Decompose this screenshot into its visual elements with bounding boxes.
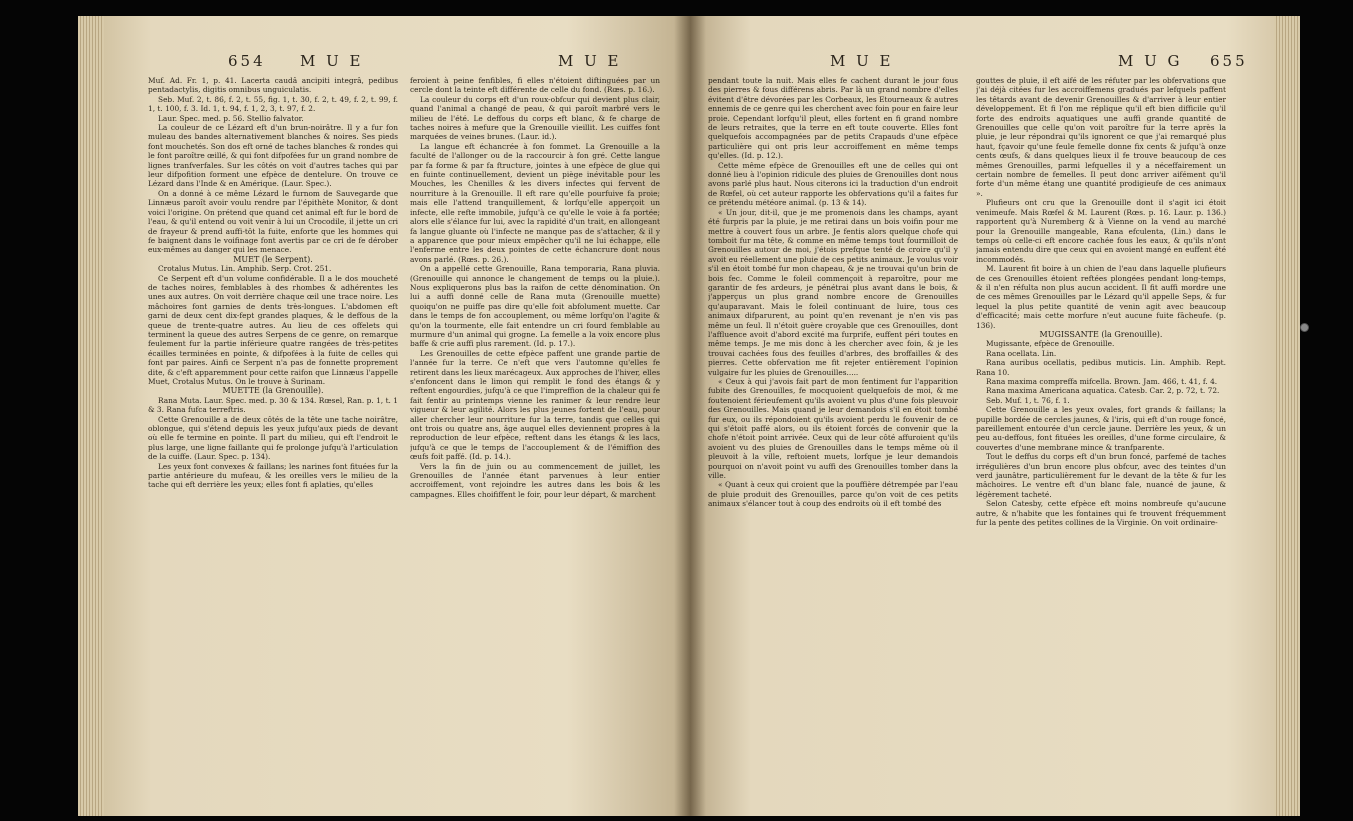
paragraph: La couleur du corps eft d'un roux-obfcur qui devient plus clair, quand l'animal a changé de peau, & qui paroît marbré vers le milieu de l'été. Le deffous du corps eft blanc, & fe charge de taches noires à mefure que la Grenouille vieillit. Les cuiffes font marquées de veines brunes. (Laur. id.). — [410, 94, 660, 142]
right-column-1 — [708, 76, 958, 808]
left-column-2 — [410, 76, 660, 808]
paragraph: pendant toute la nuit. Mais elles fe cachent durant le jour fous des pierres & fous différens abris. Par là un grand nombre d'elles évitent d'être dévorées par les Corbeaux, les Etourneaux & autres ennemis de ce genre qui les cherchent avec foin pour en faire leur proie. Cependant lorfqu'il pleut, elles fortent en fi grand nombre de leurs retraites, que la terre en eft toute couverte. Elles font quelquefois accompagnées par de petits Crapauds d'une efpèce particulière qui ont pris leur accroiffement en même temps qu'elles. (Id. p. 12.). — [708, 76, 958, 161]
paragraph: Cette même efpèce de Grenouilles eft une de celles qui ont donné lieu à l'opinion ridicule des pluies de Grenouilles dont nous avons parlé plus haut. Nous citerons ici la traduction d'un endroit de Rœfel, où cet auteur rapporte les obfervations qu'il a faites fur ce prétendu météore animal. (p. 13 & 14). — [708, 160, 958, 208]
paragraph: Mugissante, efpèce de Grenouille. — [986, 339, 1115, 349]
paragraph: On a appellé cette Grenouille, Rana temporaria, Rana pluvia. (Grenouille qui annonce le changement de temps ou la pluie.). Nous expliquerons plus bas la raifon de cette dénomination. On lui a auffi donné celle de Rana muta (Grenouille muette) quoiqu'on ne puiffe pas dire qu'elle foit abfolument muette. Car dans le temps de fon accouplement, ou même lorfqu'on l'agite & qu'on la tourmente, elle fait entendre un cri fourd femblable au murmure d'un animal qui grogne. La femelle a la voix encore plus baffe & crie auffi plus rarement. (Id. p. 17.). — [410, 264, 660, 349]
left-page — [78, 16, 690, 816]
right-running-header — [710, 52, 1270, 70]
paragraph: Les yeux font convexes & faillans; les narines font fituées fur la partie antérieure du mufeau, & les oreilles vers le milieu de la tache qui eft derrière les yeux; elles font fi aplaties, qu'elles — [148, 461, 398, 490]
paragraph: Plufieurs ont cru que la Grenouille dont il s'agit ici étoit venimeufe. Mais Rœfel & M. Laurent (Rœs. p. 16. Laur. p. 136.) rapportent qu'à Nuremberg & à Vienne on la vend au marché pour la Grenouille mangeable, Rana efculenta, (Lin.) dans le temps où celle-ci eft encore cachée fous les eaux, & qu'ils n'ont jamais entendu dire que ceux qui en avoient mangé en euffent été incommodés. — [976, 198, 1226, 264]
paragraph: Laur. Spec. med. p. 56. Stellio falvator. — [158, 113, 304, 123]
left-column-1 — [148, 76, 398, 808]
paragraph: Cette Grenouille a de deux côtés de la tête une tache noirâtre, oblongue, qui s'étend depuis les yeux jufqu'aux pieds de devant où elle fe termine en pointe. Il part du milieu, qui eft l'endroit le plus large, une ligne faillante qui fe prolonge jufqu'à l'articulation de la cuiffe. (Laur. Spec. p. 134). — [148, 414, 398, 462]
running-head-right-col2: M U G — [1118, 52, 1183, 70]
paragraph: Seb. Muf. 1, t. 76, f. 1. — [986, 395, 1070, 405]
paragraph: Selon Catesby, cette efpèce eft moins nombreufe qu'aucune autre, & n'habite que les fontaines qui fe trouvent fréquemment fur la pente des petites collines de la Virginie. On voit ordinaire- — [976, 499, 1226, 528]
paragraph: Seb. Muf. 2, t. 86, f. 2, t. 55, fig. 1, t. 30, f. 2, t. 49, f. 2, t. 99, f. 1, t. 100, f. 3. Id. 1, t. 94, f. 1, 2, 3, t. 97, f. 2. — [148, 94, 398, 114]
entry-heading: MUGISSANTE (la Grenouille). — [1039, 329, 1163, 339]
book-gutter — [674, 16, 706, 816]
entry-heading: MUET (le Serpent). — [233, 254, 313, 264]
paragraph: « Ceux à qui j'avois fait part de mon fentiment fur l'apparition fubite des Grenouilles, fe mocquoient quelquefois de moi, & me foutenoient férieufement qu'ils avoient vu plus d'une fois pleuvoir des Grenouilles. Mais quand je leur demandois s'il en étoit tombé fur eux, ou ils répondoient qu'ils avoient perdu le fouvenir de ce qui s'étoit paffé alors, ou ils étoient forcés de convenir que la chofe n'étoit point arrivée. Ceux qui de leur côté affuroient qu'ils avoient vu des pluies de Grenouilles dans le temps même où il pleuvoit à la ville, reftoient muets, lorfque je leur demandois pourquoi on n'avoit point vu auffi des Grenouilles tomber dans la ville. — [708, 377, 958, 481]
paragraph: Les Grenouilles de cette efpèce paffent une grande partie de l'année fur la terre. Ce n'eft que vers l'automne qu'elles fe retirent dans les lieux marécageux. Aux approches de l'hiver, elles s'enfoncent dans le limon qui remplit le fond des étangs & y reftent engourdies, jufqu'à ce que l'impreffion de la chaleur qui fe fait fentir au printemps vienne les ranimer & leur rendre leur vigueur & leur agilité. Alors les plus jeunes fortent de l'eau, pour aller chercher leur nourriture fur la terre, tandis que celles qui ont trois ou quatre ans, âge auquel elles deviennent propres à la reproduction de leur efpèce, reftent dans les étangs & les lacs, jufqu'à ce que le temps de l'accouplement & de l'émiffion des œufs foit paffé. (Id. p. 14.). — [410, 348, 660, 462]
page-number-right: 655 — [1210, 52, 1248, 70]
binding-hole-icon — [1300, 323, 1309, 332]
paragraph: Rana Muta. Laur. Spec. med. p. 30 & 134. Rœsel, Ran. p. 1, t. 1 & 3. Rana fufca terreftris. — [148, 395, 398, 415]
page-number-left: 654 — [228, 52, 266, 70]
paragraph: Vers la fin de juin ou au commencement de juillet, les Grenouilles de l'année étant parvenues à leur entier accroiffement, vont rejoindre les autres dans les bois & les campagnes. Elles choififfent le foir, pour leur départ, & marchent — [410, 461, 660, 499]
paragraph: Muf. Ad. Fr. 1, p. 41. Lacerta caudâ ancipiti integrâ, pedibus pentadactylis, digitis omnibus unguiculatis. — [148, 76, 398, 95]
paragraph: La couleur de ce Lézard eft d'un brun-noirâtre. Il y a fur fon muleau des bandes alternativement blanches & noires. Ses pieds font mouchetés. Son dos eft orné de taches blanches & rondes qui le font paroître œillé, & qui font difpofées fur un grand nombre de lignes tranfverfales. Sur les côtés on voit d'autres taches qui par leur difpofition forment une efpèce de dentelure. On trouve ce Lézard dans l'Inde & en Amérique. (Laur. Spec.). — [148, 123, 398, 189]
paragraph: La langue eft échancrée à fon fommet. La Grenouille a la faculté de l'allonger ou de la raccourcir à fon gré. Cette langue par fa forme & par fa ftructure, jointes à une efpèce de glue qui en fuinte continuellement, devient un piège inévitable pour les Mouches, les Chenilles & les divers infectes qui fervent de nourriture à la Grenouille. Il eft rare qu'elle pourfuive fa proie; mais elle l'attend tranquillement, & lorfqu'elle apperçoit un infecte, elle refte immobile, jufqu'à ce qu'elle le voie à fa portée; alors elle s'élance fur lui, avec la rapidité d'un trait, en allongeant fa langue gluante où l'infecte ne manque pas de s'attacher, & il y a apparence que pour mieux empêcher qu'il ne lui échappe, elle l'enferme entre les deux pointes de cette échancrure dont nous avons parlé. (Rœs. p. 26.). — [410, 141, 660, 264]
running-head-left-col1: M U E — [300, 52, 364, 70]
paragraph: On a donné à ce même Lézard le furnom de Sauvegarde que Linnæus paroît avoir voulu rendre par l'épithète Monitor, & dont voici l'origine. On prétend que quand cet animal eft fur le bord de l'eau, & qu'il entend ou voit venir à lui un Crocodile, il jette un cri de frayeur & prend auffi-tôt la fuite, enforte que les hommes qui fe baignent dans le voifinage font avertis par ce cri de fe dérober eux-mêmes au danger qui les menace. — [148, 188, 398, 255]
paragraph: Rana maxima Americana aquatica. Catesb. Car. 2, p. 72, t. 72. — [986, 386, 1220, 396]
right-page — [690, 16, 1300, 816]
paragraph: Tout le deffus du corps eft d'un brun foncé, parfemé de taches irrégulières d'un brun encore plus obfcur, avec des teintes d'un verd jaunâtre, particulièrement fur le devant de la tête & fur les mâchoires. Le ventre eft d'un blanc fale, nuancé de jaune, & légèrement tacheté. — [976, 452, 1226, 499]
paragraph: Rana auribus ocellatis, pedibus muticis. Lin. Amphib. Rept. Rana 10. — [976, 358, 1226, 377]
right-page-edges — [1274, 16, 1300, 816]
paragraph: M. Laurent fit boire à un chien de l'eau dans laquelle plufieurs de ces Grenouilles étoient reftées plongées pendant long-temps, & il n'en réfulta non plus aucun accident. Il fit auffi mordre une de ces mêmes Grenouilles par le Lézard qu'il appelle Seps, & fur lequel la plus petite quantité de venin agit avec beaucoup d'efficacité; mais cette morfure n'eut aucune fuite fâcheufe. (p. 136). — [976, 264, 1226, 330]
paragraph: gouttes de pluie, il eft aifé de les réfuter par les obfervations que j'ai déjà citées fur les accroiffemens gradués par lefquels paffent les têtards avant de devenir Grenouilles & d'arriver à leur entier développement. Et fi l'on me réplique qu'il eft bien difficile qu'il forte des endroits aquatiques une auffi grande quantité de Grenouilles que celle qu'on voit paroître fur la terre après la pluie, je leur répondrai qu'ils ignorent ce que j'ai remarqué plus haut, fçavoir qu'une feule femelle donne fix cents & jufqu'à onze cents œufs, & dans quelques lieux il fe trouve beaucoup de ces mêmes Grenouilles, parmi lefquelles il y a néceffairement un certain nombre de femelles. Il peut donc arriver aifément qu'il forte d'un même étang une quantité prodigieufe de ces animaux ». — [976, 76, 1226, 198]
paragraph: « Quant à ceux qui croient que la pouffière détrempée par l'eau de pluie produit des Grenouilles, parce qu'on voit de ces petits animaux s'élancer tout à coup des endroits où il eft tombé des — [708, 480, 958, 509]
paragraph: Cette Grenouille a les yeux ovales, fort grands & faillans; la pupille bordée de cercles jaunes, & l'iris, qui eft d'un rouge foncé, pareillement entourée d'un cercle jaune. Derrière les yeux, & un peu au-deffous, font fituées les oreilles, d'une forme circulaire, & couvertes d'une membrane mince & tranfparente. — [976, 405, 1226, 452]
paragraph: « Un jour, dit-il, que je me promenois dans les champs, ayant été furpris par la pluie, je me retirai dans un bois voifin pour me mettre à couvert fous un arbre. Je fentis alors quelque chofe qui tomboit fur ma tête, & comme en même temps tout fourmilloit de Grenouilles autour de moi, j'étois prefque tenté de croire qu'il y avoit eu réellement une pluie de ces petits animaux. Je voulus voir s'il en étoit tombé fur mon chapeau, & je ne trouvai qu'un brin de bois fec. Comme le foleil commençoit à reparoître, pour me garantir de fes ardeurs, je pénétrai plus avant dans le bois, & j'apperçus un plus grand nombre encore de Grenouilles qu'auparavant. Mais le foleil continuant de luire, tous ces animaux difparurent, au point qu'en revenant je n'en vis pas même un feul. Il n'étoit guère croyable que ces Grenouilles, dont l'affluence avoit d'abord excité ma furprife, euffent péri toutes en même temps. Je me mis donc à les chercher avec foin, & je les trouvai cachées fous des feuilles d'arbres, des broffailles & des pierres. Cette obfervation me fit rejeter entièrement l'opinion vulgaire fur les pluies de Grenouilles..... — [708, 207, 958, 377]
paragraph: Rana maxima compreffa mifcella. Brown. Jam. 466, t. 41, f. 4. — [986, 377, 1218, 386]
left-running-header — [228, 52, 668, 70]
left-page-edges — [78, 16, 104, 816]
paragraph: Rana ocellata. Lin. — [986, 348, 1057, 358]
right-column-2 — [976, 76, 1226, 808]
paragraph: feroient à peine fenfibles, fi elles n'étoient diftinguées par un cercle dont la teinte eft différente de celle du fond. (Rœs. p. 16.). — [410, 76, 660, 95]
running-head-right-col1: M U E — [830, 52, 894, 70]
paragraph: Crotalus Mutus. Lin. Amphib. Serp. Crot. 251. — [158, 264, 332, 274]
running-head-left-col2: M U E — [558, 52, 622, 70]
entry-heading: MUETTE (la Grenouille). — [222, 386, 324, 396]
paragraph: Ce Serpent eft d'un volume confidérable. Il a le dos moucheté de taches noires, femblables à des rhombes & adhérentes les unes aux autres. On voit derrière chaque œil une trace noire. Les mâchoires font garnies de dents très-longues. L'abdomen eft garni de deux cent dix-fept grandes plaques, & le deffous de la queue de trente-quatre autres. Au lieu de ces offelets qui terminent la queue des autres Serpens de ce genre, on remarque feulement fur la partie inférieure quatre rangées de très-petites écailles terminées en pointe, & difpofées à la fuite de celles qui font par paires. Ainfi ce Serpent n'a pas de fonnette proprement dite, & c'eft apparemment pour cette raifon que Linnæus l'appelle Muet, Crotalus Mutus. On le trouve à Surinam. — [148, 273, 398, 386]
open-book — [78, 16, 1300, 816]
